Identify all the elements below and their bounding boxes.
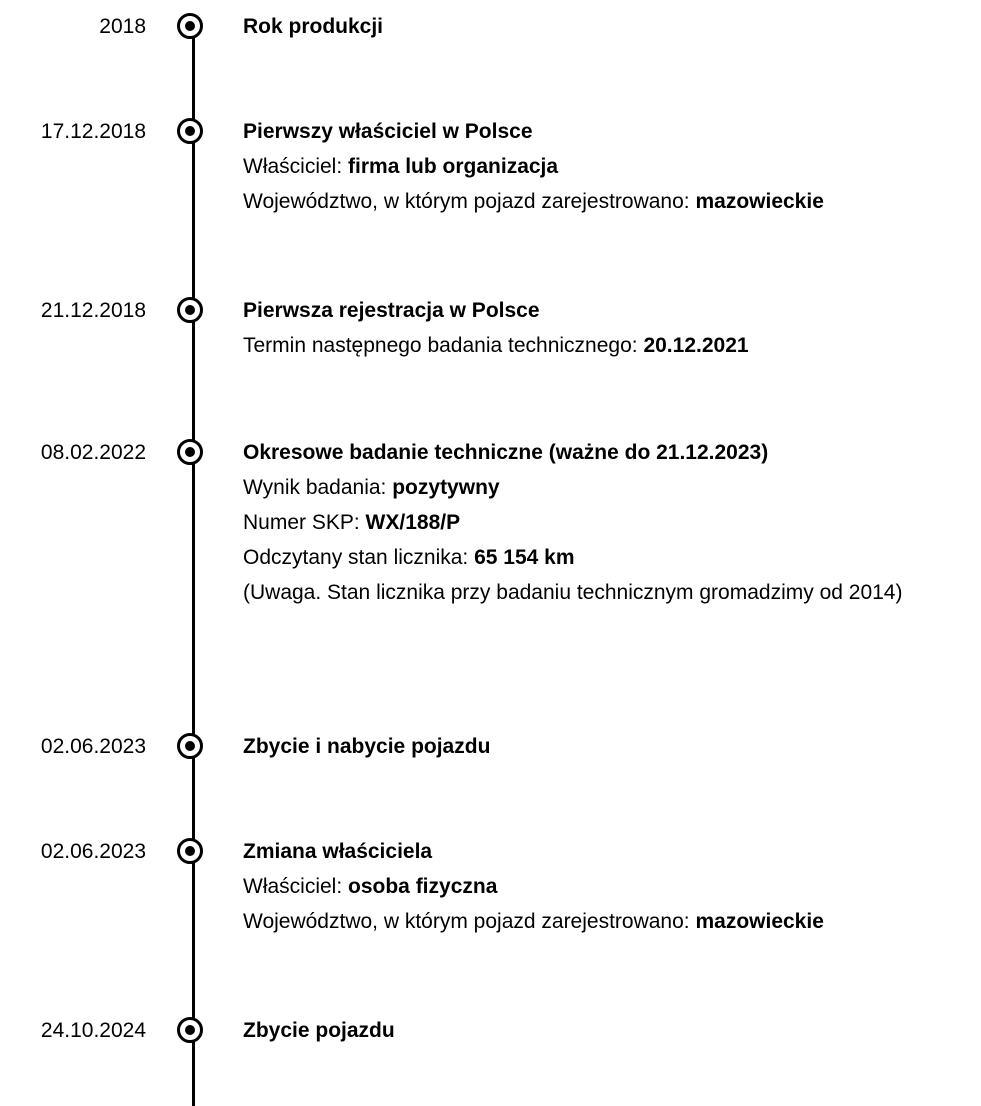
event-detail-line bbox=[243, 505, 978, 540]
event-title: Zbycie pojazdu bbox=[243, 1019, 395, 1042]
event-title: Zbycie i nabycie pojazdu bbox=[243, 735, 491, 758]
detail-value: 20.12.2021 bbox=[643, 334, 749, 357]
event-date: 21.12.2018 bbox=[40, 299, 146, 322]
detail-value: firma lub organizacja bbox=[348, 155, 559, 178]
event-detail-line bbox=[243, 869, 978, 904]
event-content bbox=[243, 729, 978, 764]
event-detail-line bbox=[243, 540, 978, 575]
event-content bbox=[243, 9, 978, 44]
timeline-dot-icon bbox=[177, 297, 203, 323]
timeline-line bbox=[192, 26, 195, 1106]
event-content bbox=[243, 114, 978, 219]
event-date: 02.06.2023 bbox=[40, 735, 146, 758]
event-title: Zmiana właściciela bbox=[243, 840, 433, 863]
event-title: Okresowe badanie techniczne (ważne do 21.12.2023) bbox=[243, 441, 769, 464]
event-date: 2018 bbox=[99, 15, 146, 38]
timeline-dot-icon bbox=[177, 733, 203, 759]
event-note: (Uwaga. Stan licznika przy badaniu technicznym gromadzimy od 2014) bbox=[243, 581, 903, 604]
detail-value: 65 154 km bbox=[474, 546, 575, 569]
timeline-dot-icon bbox=[177, 13, 203, 39]
event-detail-line bbox=[243, 470, 978, 505]
detail-value: osoba fizyczna bbox=[348, 875, 498, 898]
detail-label: Wynik badania: bbox=[243, 476, 393, 499]
detail-label: Właściciel: bbox=[243, 155, 349, 178]
detail-label: Właściciel: bbox=[243, 875, 349, 898]
event-content bbox=[243, 435, 978, 610]
detail-label: Województwo, w którym pojazd zarejestrowano: bbox=[243, 190, 696, 213]
event-date: 08.02.2022 bbox=[40, 441, 146, 464]
event-title: Rok produkcji bbox=[243, 15, 384, 38]
event-content bbox=[243, 293, 978, 363]
event-content bbox=[243, 834, 978, 939]
detail-value: WX/188/P bbox=[365, 511, 461, 534]
timeline-dot-icon bbox=[177, 1017, 203, 1043]
event-title: Pierwszy właściciel w Polsce bbox=[243, 120, 533, 143]
detail-label: Numer SKP: bbox=[243, 511, 366, 534]
detail-label: Termin następnego badania technicznego: bbox=[243, 334, 644, 357]
detail-value: mazowieckie bbox=[695, 190, 824, 213]
event-detail-line bbox=[243, 184, 978, 219]
detail-label: Województwo, w którym pojazd zarejestrowano: bbox=[243, 910, 696, 933]
timeline-dot-icon bbox=[177, 118, 203, 144]
detail-value: mazowieckie bbox=[695, 910, 824, 933]
timeline-dot-icon bbox=[177, 439, 203, 465]
detail-label: Odczytany stan licznika: bbox=[243, 546, 475, 569]
event-date: 24.10.2024 bbox=[40, 1019, 146, 1042]
detail-value: pozytywny bbox=[392, 476, 500, 499]
event-detail-line bbox=[243, 328, 978, 363]
event-title: Pierwsza rejestracja w Polsce bbox=[243, 299, 540, 322]
event-date: 02.06.2023 bbox=[40, 840, 146, 863]
timeline-dot-icon bbox=[177, 838, 203, 864]
event-date: 17.12.2018 bbox=[40, 120, 146, 143]
event-detail-line bbox=[243, 904, 978, 939]
event-content bbox=[243, 1013, 978, 1048]
event-detail-line bbox=[243, 149, 978, 184]
